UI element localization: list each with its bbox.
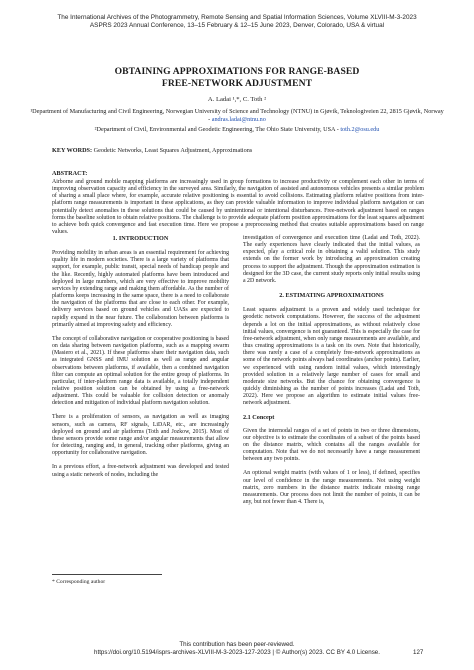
- paper-title-line-2: FREE-NETWORK ADJUSTMENT: [161, 78, 313, 89]
- keywords-label: KEY WORDS:: [52, 147, 93, 154]
- subsection-heading-concept: 2.1 Concept: [243, 414, 275, 422]
- affiliation-1-email-link[interactable]: andras.ladai@ntnu.no: [211, 115, 266, 123]
- journal-header-line-2: ASPRS 2023 Annual Conference, 13–15 February & 12–15 June 2023, Denver, Colorado, USA & virtual: [89, 22, 385, 30]
- intro-paragraph: Providing mobility in urban areas is an essential requirement for achieving quality life in modern societies. There is a large variety of platforms that support, for example, public transit, special needs of handicap people and the like. Recently, highly automated platforms have been introduced and deployed in large numbers, which are very effective to improve mobility services by extending range and making them affordable. As the number of platforms keeps increasing in the same space, there is a need to collaborate the navigation of the platforms that are close to each other. For example, delivery services based on ground vehicles and UASs are expected to rapidly expand in the near future. The collaboration between platforms is primarily aimed at improving safety and efficiency.: [52, 250, 229, 328]
- paper-title: [30, 66, 444, 90]
- page-footer: [0, 641, 474, 657]
- intro-paragraph: There is a proliferation of sensors, as navigation as well as imaging sensors, such as camera, RF signals, LiDAR, etc., are increasingly deployed on ground and air platforms (Toth and Jozkow, 2015). Most of these sensors provide some range and/or angular measurements that allow for detecting, ranging and, in general, tracking other platforms, giving an opportunity for collaborative navigation.: [52, 414, 229, 457]
- keywords: [52, 147, 432, 155]
- right-column: [243, 235, 420, 513]
- affiliation-2-email-link[interactable]: toth.2@osu.edu: [340, 126, 380, 133]
- abstract-text: Airborne and ground mobile mapping platforms are increasingly used in group formations to increase productivity or complement each other in terms of improving observation capacity and efficiency in the surveyed area. Similarly, the navigation of assisted and autonomous vehicles presents a similar problem of sharing a small place where, for example, accurate relative positioning is essential to avoid collisions. Estimating platform relative positions from inter-platform range measurements is important in these applications, as they can provide valuable information to improve individual platform navigation or can potentially detect anomalies in these solutions that could be caused by unintentional or intentional disturbances. Free-network adjustment based on ranges forms the baseline solution to obtain relative positions. The challenge is to provide adequate platform position approximations for the least squares adjustment to achieve both quick convergence and fast execution time. Here we propose a preprocessing method that creates suitable approximations based on range values.: [52, 179, 424, 236]
- section-2-paragraph: Least squares adjustment is a proven and widely used technique for geodetic network computations. However, the success of the adjustment depends a lot on the initial approximations, as without relatively close initial values, convergence is not guaranteed. This is especially the case for free-network adjustment, when only range measurements are available, and thus creating approximations is a task on its own. Note that historically, there was rarely a case of a completely free-network approximations as some of the network points always had coordinates (anchor points). Earlier, we experienced with using random initial values, which interestingly provided solution in a relatively large number of cases for small and moderate size networks. But the chance for obtaining convergence is quickly diminishing as the number of points increases (Ladai and Toth, 2022). Here we propose an algorithm to estimate initial values free-network adjustment.: [243, 307, 420, 407]
- peer-review-note: This contribution has been peer-reviewed.: [179, 641, 295, 648]
- intro-paragraph: The concept of collaborative navigation or cooperative positioning is based on data sharing between navigation platforms, such as a mapping swarm (Masiero et al., 2021). If these platforms share their navigation data, such as integrated GNSS and IMU solution as well as range and angular observations between platforms, if available, then a combined navigation filter can compute an optimal solution for the entire group of platforms. In particular, if inter-platform range data is available, a totally independent relative position solution can be obtained by using a free-network adjustment. This could be valuable for collision detection or anomaly detection and mitigation of individual platform navigation solution.: [52, 335, 229, 407]
- keywords-text: Geodetic Networks, Least Squares Adjustment, Approximations: [92, 147, 253, 154]
- doi-license-line[interactable]: https://doi.org/10.5194/isprs-archives-XLVIII-M-3-2023-127-2023 | © Author(s) 2023. CC BY 4.0 License.: [94, 648, 380, 656]
- footnote-divider: [52, 574, 162, 575]
- journal-header: [0, 14, 474, 30]
- section-heading-estimating-approximations: 2. ESTIMATING APPROXIMATIONS: [279, 292, 384, 300]
- affiliation-2-text: ²Department of Civil, Environmental and Geodetic Engineering, The Ohio State University, USA -: [94, 126, 341, 133]
- journal-header-line-1: The International Archives of the Photogrammetry, Remote Sensing and Spatial Information Sciences, Volume XLVIII-M-3-2023: [57, 14, 417, 21]
- concept-paragraph: Given the internodal ranges of a set of points in two or three dimensions, our objective is to estimate the coordinates of a subset of the points based on the distance matrix, which contains all the ranges available for computation. Note that we do not necessarily have a range measurement between any two points.: [243, 427, 420, 463]
- abstract-heading: ABSTRACT:: [52, 170, 88, 177]
- paper-title-line-1: OBTAINING APPROXIMATIONS FOR RANGE-BASED: [114, 66, 360, 77]
- affiliation-1-text: ¹Department of Manufacturing and Civil Engineering, Norwegian University of Science and Technology (NTNU) in Gjøvik, Teknologiveien 22, 2815 Gjøvik, Norway -: [30, 108, 444, 123]
- author-list: A. Ladai ¹,*, C. Toth ²: [207, 96, 267, 103]
- affiliation-2: [30, 126, 444, 134]
- left-column: [52, 235, 229, 486]
- corresponding-author-footnote: * Corresponding author: [52, 579, 106, 585]
- section-heading-introduction: 1. INTRODUCTION: [112, 235, 169, 242]
- concept-paragraph: An optional weight matrix (with values of 1 or less), if defined, specifies our level of confidence in the range measurements. Not using weight matrix, zero numbers in the distance matrix indicate missing range measurements. Our process does not limit the number of points, it can be any, but not fewer than 4. There is,: [243, 470, 420, 505]
- affiliation-1: [30, 108, 444, 123]
- intro-paragraph: In a previous effort, a free-network adjustment was developed and tested using a static network of nodes, including the: [52, 464, 229, 478]
- intro-paragraph-continued: investigation of convergence and execution time (Ladai and Toth, 2022). The early experiences have clearly indicated that the initial values, as expected, play a critical role in obtaining a valid solution. This study extends on the former work by introducing an approximation creating process to support the adjustment. Though the approximation estimation is designed for the 3D case, the current study reports only initial results using a 2D network.: [243, 235, 420, 284]
- page-number: 127: [413, 649, 424, 656]
